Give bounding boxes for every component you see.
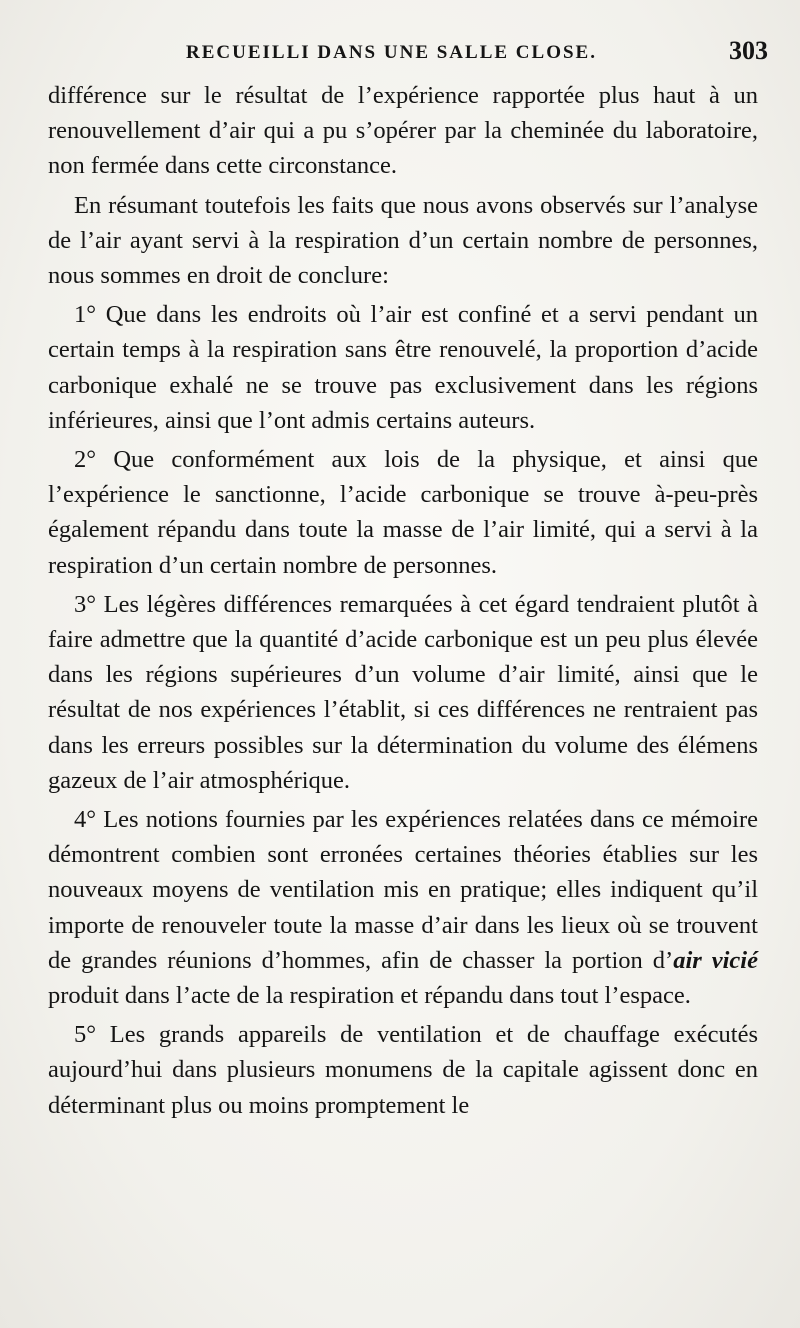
- paragraph-conclusion-1: 1° Que dans les endroits où l’air est confiné et a servi pendant un certain temps à la respiration sans être renouvelé, la proportion d’acide carbonique exhalé ne se trouve pas exclusivement dans les régions inférieures, ainsi que l’ont admis certains auteurs.: [48, 301, 758, 434]
- paragraph-conclusion-4: [48, 802, 758, 1013]
- page-number: 303: [729, 36, 768, 65]
- conclusion-4-text-end: produit dans l’acte de la respiration et répandu dans tout l’espace.: [48, 982, 691, 1010]
- page-header: [48, 36, 768, 76]
- paragraph-conclusion-5: 5° Les grands appareils de ventilation et de chauffage exécutés aujourd’hui dans plusieurs monumens de la capitale agissent donc en déterminant plus ou moins promptement le: [48, 1021, 758, 1119]
- conclusion-4-text-start: 4° Les notions fournies par les expériences relatées dans ce mémoire démontrent combien sont erronées certaines théories établies sur les nouveaux moyens de ventilation mis en pratique; elles indiquent qu’il importe de renouveler toute la masse d’air dans les lieux où se trouvent de grandes réunions d’hommes, afin de chasser la portion d’: [48, 806, 758, 974]
- paragraph-conclusion-3: 3° Les légères différences remarquées à cet égard tendraient plutôt à faire admettre que la quantité d’acide carbonique est un peu plus élevée dans les régions supérieures d’un volume d’air limité, ainsi que le résultat de nos expériences l’établit, si ces différences ne rentraient pas dans les erreurs possibles sur la détermination du volume des élémens gazeux de l’air atmosphérique.: [48, 590, 758, 794]
- body-text: [48, 78, 758, 1127]
- running-head: RECUEILLI DANS UNE SALLE CLOSE.: [186, 42, 597, 63]
- italic-air-vicie: air vicié: [673, 946, 758, 974]
- paragraph-continuation: différence sur le résultat de l’expérience rapportée plus haut à un renouvellement d’air qui a pu s’opérer par la cheminée du laboratoire, non fermée dans cette circonstance.: [48, 82, 758, 180]
- paragraph-summary-intro: En résumant toutefois les faits que nous avons observés sur l’analyse de l’air ayant servi à la respiration d’un certain nombre de personnes, nous sommes en droit de conclure:: [48, 191, 758, 290]
- paragraph-conclusion-2: 2° Que conformément aux lois de la physique, et ainsi que l’expérience le sanctionne, l’acide carbonique se trouve à-peu-près également répandu dans toute la masse de l’air limité, qui a servi à la respiration d’un certain nombre de personnes.: [48, 446, 758, 579]
